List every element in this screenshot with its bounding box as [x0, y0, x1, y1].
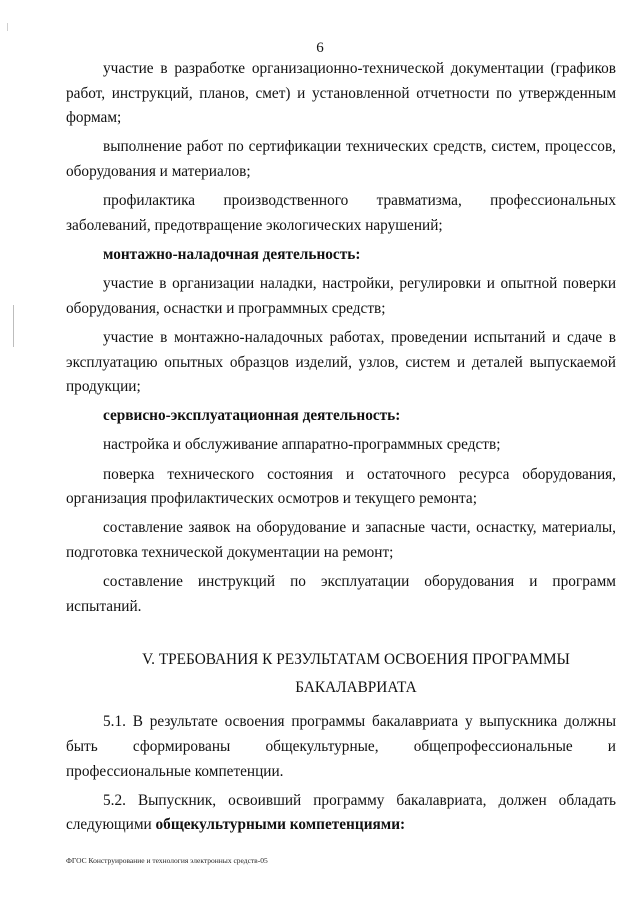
item-5-1: 5.1. В результате освоения программы бакалавриата у выпускника должны быть сформированы общекультурные, общепрофессиональные и профессиональные компетенции. [66, 713, 616, 780]
paragraph-documentation: участие в разработке организационно-технической документации (графиков работ, инструкций, планов, смет) и установленной отчетности по утвержденным формам; [66, 60, 616, 127]
paragraph-instructions: составление инструкций по эксплуатации оборудования и программ испытаний. [66, 573, 616, 615]
paragraph-prevention: профилактика производственного травматизма, профессиональных заболеваний, предотвращение экологических нарушений; [66, 192, 616, 234]
paragraph-installation-works: участие в монтажно-наладочных работах, проведении испытаний и сдаче в эксплуатацию опытных образцов изделий, узлов, систем и деталей выпускаемой продукции; [66, 328, 616, 396]
section-heading-line1: V. ТРЕБОВАНИЯ К РЕЗУЛЬТАТАМ ОСВОЕНИЯ ПРОГРАММЫ [142, 651, 570, 669]
page-footer: ФГОС Конструирование и технология электронных средств-05 [66, 856, 268, 865]
section-heading [66, 646, 616, 702]
section-heading-line2: БАКАЛАВРИАТА [295, 679, 417, 697]
item-5-2-text: 5.2. Выпускник, освоивший программу бакалавриата, должен обладать следующими [66, 791, 616, 834]
paragraph-inspection: поверка технического состояния и остаточного ресурса оборудования, организация профилактических осмотров и текущего ремонта; [66, 465, 616, 508]
scan-edge-mark-top [7, 23, 8, 31]
scan-edge-mark [13, 305, 14, 347]
paragraph-hw-sw-maintenance: настройка и обслуживание аппаратно-программных средств; [103, 436, 501, 454]
paragraph-setup: участие в организации наладки, настройки, регулировки и опытной поверки оборудования, оснастки и программных средств; [66, 275, 616, 317]
page-number: 6 [316, 40, 324, 56]
paragraph-requests: составление заявок на оборудование и запасные части, оснастку, материалы, подготовка технической документации на ремонт; [66, 519, 616, 562]
subheading-service: сервисно-эксплуатационная деятельность: [103, 407, 401, 425]
document-body [66, 57, 616, 843]
paragraph-certification: выполнение работ по сертификации технических средств, систем, процессов, оборудования и материалов; [66, 138, 616, 180]
item-5-2 [66, 789, 616, 838]
item-5-2-bold: общекультурными компетенциями: [155, 816, 406, 834]
subheading-installation: монтажно-наладочная деятельность: [103, 245, 361, 263]
